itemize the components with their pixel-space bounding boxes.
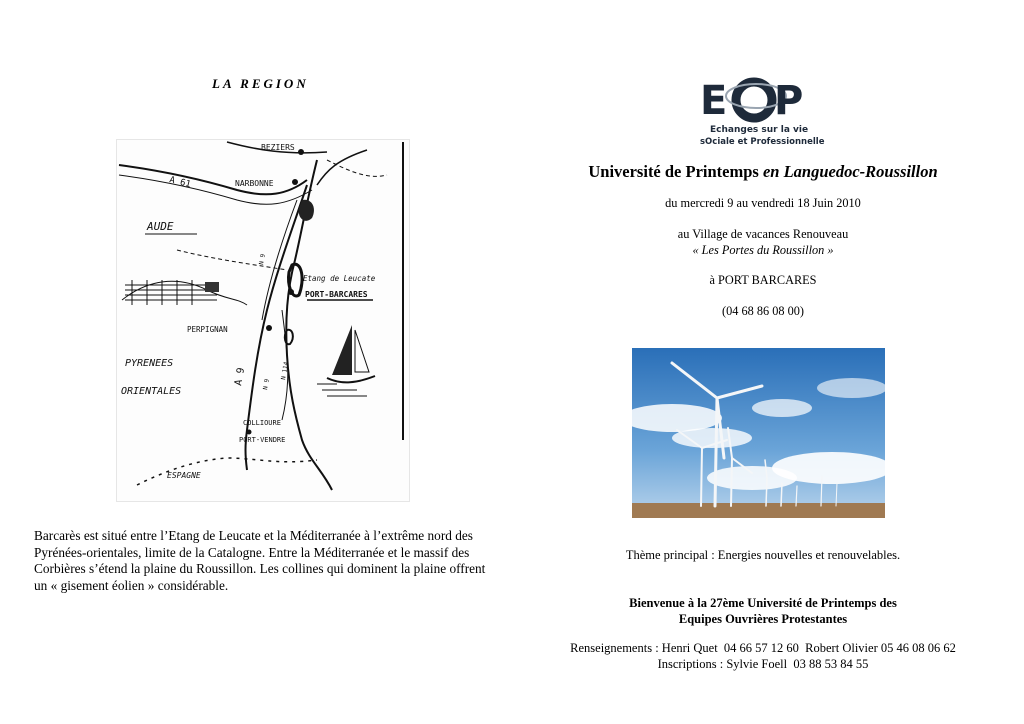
welcome-line2: Equipes Ouvrières Protestantes: [678, 611, 848, 626]
map-label-n114: N 114: [280, 361, 291, 381]
contact-info: [548, 641, 978, 672]
hand-drawn-map: [117, 140, 409, 501]
svg-text:E: E: [700, 78, 726, 124]
map-label-espagne: ESPAGNE: [167, 471, 201, 480]
event-title-main: Université de Printemps: [588, 162, 763, 181]
description-line: Corbières s’étend la plaine du Roussillon. Les collines qui dominent la plaine offrent: [34, 561, 486, 576]
eop-logo: [696, 70, 826, 150]
event-dates: du mercredi 9 au vendredi 18 Juin 2010: [665, 196, 861, 210]
region-title: LA REGION: [212, 76, 309, 91]
contact-line2: Inscriptions : Sylvie Foell 03 88 53 84 55: [657, 656, 869, 671]
map-label-aude: AUDE: [147, 220, 174, 233]
logo-line1: Echanges sur la vie: [710, 125, 809, 135]
map-label-port-vendre: PORT-VENDRE: [239, 436, 286, 444]
contact-line1: Renseignements : Henri Quet 04 66 57 12 60 Robert Olivier 05 46 08 06 62: [570, 641, 956, 655]
description-line: un « gisement éolien » considérable.: [34, 577, 229, 593]
region-map: [116, 139, 410, 502]
event-title-italic: en Languedoc-Roussillon: [762, 162, 938, 181]
venue-phone: (04 68 86 08 00): [722, 304, 804, 318]
map-label-narbonne: NARBONNE: [235, 179, 274, 188]
svg-text:P: P: [774, 78, 804, 124]
event-city: à PORT BARCARES: [709, 273, 817, 287]
map-label-port-barcares: PORT-BARCARES: [305, 290, 368, 299]
map-label-perpignan: PERPIGNAN: [187, 325, 228, 334]
logo-line2: sOciale et Professionnelle: [700, 137, 825, 147]
venue-line2: « Les Portes du Roussillon »: [692, 243, 834, 257]
map-label-a61: A 61: [168, 175, 192, 191]
main-theme: Thème principal : Energies nouvelles et renouvelables.: [625, 548, 901, 562]
wind-turbines-photo: [632, 348, 885, 518]
description-line: Barcarès est situé entre l’Etang de Leucate et la Méditerranée à l’extrême nord des: [34, 528, 473, 543]
description-line: Pyrénées-orientales, limite de la Catalogne. Entre la Méditerranée et le massif des: [34, 544, 470, 560]
map-label-etang: Etang de Leucate: [303, 274, 376, 283]
eop-logo-graphic: [696, 70, 826, 150]
welcome-line1: Bienvenue à la 27ème Université de Printemps des: [629, 596, 897, 610]
event-title: [548, 162, 978, 182]
map-label-pyrenees: PYRENEES: [125, 358, 174, 369]
map-label-orientales: ORIENTALES: [121, 386, 182, 397]
map-label-n9: N 9: [258, 253, 267, 266]
map-label-a9: A 9: [233, 366, 248, 387]
wind-turbines-image: [632, 348, 885, 518]
map-label-beziers: BEZIERS: [261, 143, 295, 152]
map-label-n9b: N 9: [262, 378, 271, 391]
map-label-collioure: COLLIOURE: [243, 419, 281, 427]
welcome-message: [548, 596, 978, 627]
venue-line1: au Village de vacances Renouveau: [677, 227, 849, 241]
region-description: [34, 528, 494, 594]
